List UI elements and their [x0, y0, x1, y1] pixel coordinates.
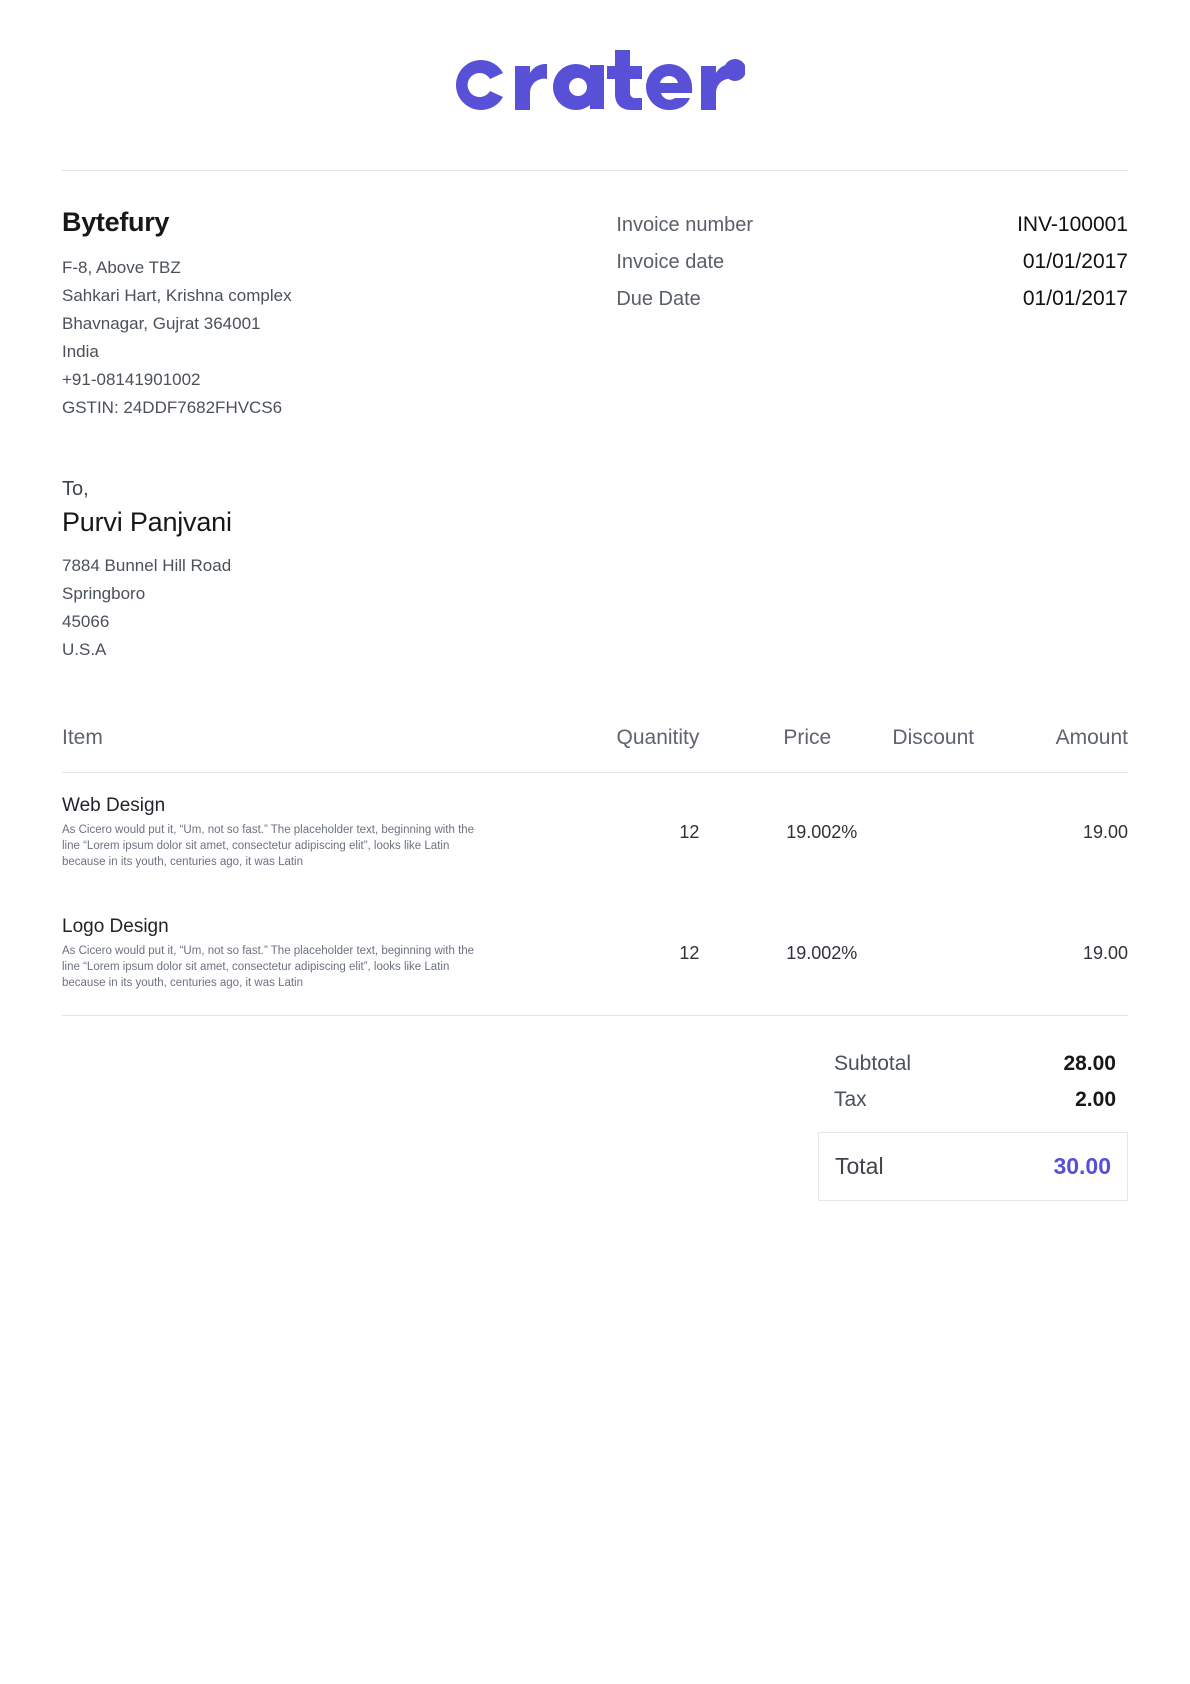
- item-amount: 19.00: [1082, 822, 1128, 842]
- crater-logo: [445, 46, 745, 124]
- total-row: [818, 1132, 1128, 1201]
- items-table-body: [62, 773, 1128, 1016]
- invoice-date-value: 01/01/2017: [1022, 250, 1128, 273]
- item-quantity: 12: [679, 822, 700, 842]
- bill-to-name: Purvi Panjvani: [62, 507, 232, 537]
- column-header-discount: Discount: [831, 726, 974, 773]
- bill-to-address-line: 7884 Bunnel Hill Road: [62, 556, 232, 575]
- invoice-number-value: INV-100001: [1017, 213, 1128, 236]
- subtotal-row: [818, 1046, 1128, 1082]
- total-label: Total: [835, 1153, 884, 1179]
- column-header-quantity: Quanitity: [568, 726, 700, 773]
- totals-section: [0, 1016, 1190, 1201]
- bill-to-block: [0, 422, 1190, 664]
- due-date-label: Due Date: [616, 288, 701, 310]
- item-name: Web Design: [62, 795, 166, 816]
- company-phone: +91-08141901002: [62, 370, 201, 389]
- bill-to-label: To,: [62, 478, 89, 500]
- company-address-line: F-8, Above TBZ: [62, 258, 181, 277]
- item-price: 19.00: [786, 822, 832, 842]
- item-description: As Cicero would put it, “Um, not so fast.” The placeholder text, beginning with the line “Lorem ipsum dolor sit amet, consectetur adipiscing elit”, looks like Latin because in its youth, centuries ago, it was Latin: [62, 824, 475, 868]
- item-cell: [62, 773, 568, 895]
- crater-logo-icon: [445, 46, 745, 124]
- invoice-date-row: [616, 250, 1128, 274]
- subtotal-label: Subtotal: [834, 1052, 912, 1075]
- column-header-price: Price: [699, 726, 831, 773]
- due-date-row: [616, 287, 1128, 311]
- total-value: 30.00: [1053, 1153, 1111, 1179]
- company-address-line: Bhavnagar, Gujrat 364001: [62, 314, 261, 333]
- item-price: 19.00: [699, 894, 831, 1016]
- tax-row: [818, 1082, 1128, 1118]
- items-table-head: [62, 726, 1128, 773]
- brand-header: [0, 0, 1190, 170]
- items-table: [62, 726, 1128, 1016]
- bill-to-address-line: Springboro: [62, 584, 146, 603]
- item-description: As Cicero would put it, “Um, not so fast.” The placeholder text, beginning with the line “Lorem ipsum dolor sit amet, consectetur adipiscing elit”, looks like Latin because in its youth, centuries ago, it was Latin: [62, 945, 475, 989]
- item-cell: [62, 894, 568, 1016]
- column-header-item: Item: [62, 726, 568, 773]
- company-address-line: Sahkari Hart, Krishna complex: [62, 286, 292, 305]
- item-discount: 2%: [831, 894, 974, 1016]
- item-discount: 2%: [831, 822, 858, 842]
- items-section: [0, 664, 1190, 1016]
- subtotal-value: 28.00: [1063, 1052, 1116, 1075]
- company-address-line: India: [62, 342, 99, 361]
- item-quantity: 12: [568, 894, 700, 1016]
- table-row: [62, 773, 1128, 895]
- invoice-number-label: Invoice number: [616, 214, 754, 236]
- due-date-value: 01/01/2017: [1022, 287, 1128, 310]
- tax-label: Tax: [834, 1088, 867, 1111]
- invoice-header: [0, 171, 1190, 422]
- column-header-amount: Amount: [974, 726, 1128, 773]
- totals-box: [818, 1046, 1128, 1201]
- item-name: Logo Design: [62, 916, 169, 937]
- tax-value: 2.00: [1075, 1088, 1116, 1111]
- company-block: [62, 207, 616, 422]
- bill-to-address-line: U.S.A: [62, 640, 107, 659]
- item-amount: 19.00: [974, 894, 1128, 1016]
- company-gstin: GSTIN: 24DDF7682FHVCS6: [62, 398, 283, 417]
- table-row: [62, 894, 1128, 1016]
- invoice-meta-block: [616, 207, 1128, 422]
- bill-to-address-line: 45066: [62, 612, 110, 631]
- invoice-date-label: Invoice date: [616, 251, 725, 273]
- company-name: Bytefury: [62, 207, 170, 237]
- items-table-header-row: [62, 726, 1128, 773]
- invoice-number-row: [616, 213, 1128, 237]
